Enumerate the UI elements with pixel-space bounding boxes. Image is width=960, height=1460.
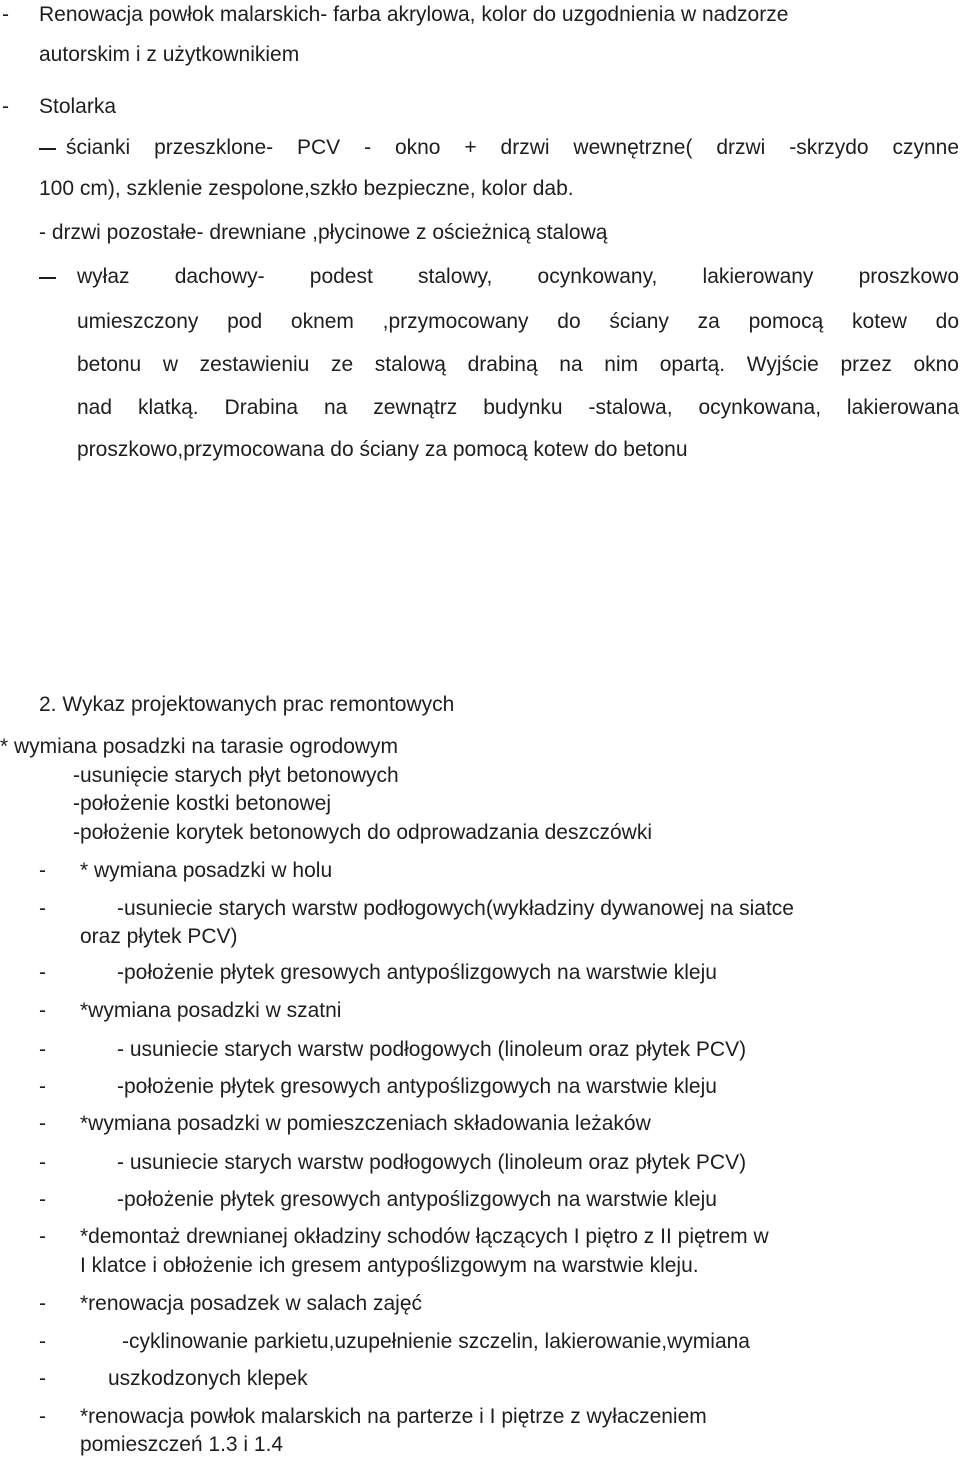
bullet-dash: - xyxy=(2,3,9,26)
roof-hatch-line-2: umieszczony pod oknem ,przymocowany do ściany za pomocą kotew do xyxy=(77,310,959,333)
list-item: -położenie płytek gresowych antypoślizgowych na warstwie kleju xyxy=(117,961,717,984)
list-item: -cyklinowanie parkietu,uzupełnienie szczelin, lakierowanie,wymiana xyxy=(122,1330,750,1353)
list-dash: - xyxy=(39,1038,46,1061)
list-item: *demontaż drewnianej okładziny schodów łączących I piętro z II piętrem w xyxy=(80,1225,769,1248)
list-item: -usuniecie starych warstw podłogowych(wykładziny dywanowej na siatce xyxy=(117,897,794,920)
joinery-label: Stolarka xyxy=(39,95,117,118)
bullet-dash: - xyxy=(2,95,9,118)
list-dash: - xyxy=(39,897,46,920)
roof-hatch-line-4: nad klatką. Drabina na zewnątrz budynku -stalowa, ocynkowana, lakierowana xyxy=(77,396,959,419)
list-item-continuation: oraz płytek PCV) xyxy=(80,925,238,948)
list-dash: - xyxy=(39,961,46,984)
list-item: - usuniecie starych warstw podłogowych (linoleum oraz płytek PCV) xyxy=(117,1151,747,1174)
list-item: -położenie płytek gresowych antypoślizgowych na warstwie kleju xyxy=(117,1075,717,1098)
list-dash: - xyxy=(39,1292,46,1315)
list-item: *renowacja powłok malarskich na parterze i I piętrze z wyłaczeniem xyxy=(80,1405,707,1428)
list-dash: - xyxy=(39,1151,46,1174)
list-dash: - xyxy=(39,859,46,882)
terrace-item: -położenie korytek betonowych do odprowadzania deszczówki xyxy=(73,821,652,844)
section-heading: 2. Wykaz projektowanych prac remontowych xyxy=(39,693,455,716)
list-dash: - xyxy=(39,1367,46,1390)
list-dash: - xyxy=(39,1112,46,1135)
roof-hatch-line-1: wyłaz dachowy- podest stalowy, ocynkowany, lakierowany proszkowo xyxy=(77,265,959,288)
em-dash-marker xyxy=(39,277,56,279)
glazed-walls-line-2: 100 cm), szklenie zespolone,szkło bezpieczne, kolor dab. xyxy=(39,177,574,200)
paint-renovation-line-2: autorskim i z użytkownikiem xyxy=(39,43,300,66)
roof-hatch-line-5: proszkowo,przymocowana do ściany za pomocą kotew do betonu xyxy=(77,438,688,461)
list-item: -położenie płytek gresowych antypoślizgowych na warstwie kleju xyxy=(117,1188,717,1211)
list-item-continuation: I klatce i obłożenie ich gresem antypoślizgowym na warstwie kleju. xyxy=(80,1254,699,1277)
glazed-walls-line-1: ścianki przeszklone- PCV - okno + drzwi wewnętrzne( drzwi -skrzydo czynne xyxy=(66,136,959,159)
list-item: - usuniecie starych warstw podłogowych (linoleum oraz płytek PCV) xyxy=(117,1038,747,1061)
list-item: *wymiana posadzki w pomieszczeniach składowania leżaków xyxy=(80,1112,651,1135)
terrace-item: -usunięcie starych płyt betonowych xyxy=(73,764,399,787)
list-item: *renowacja posadzek w salach zajęć xyxy=(80,1292,423,1315)
list-dash: - xyxy=(39,1405,46,1428)
list-item-continuation: pomieszczeń 1.3 i 1.4 xyxy=(80,1433,284,1456)
list-dash: - xyxy=(39,1330,46,1353)
paint-renovation-line-1: Renowacja powłok malarskich- farba akrylowa, kolor do uzgodnienia w nadzorze xyxy=(39,3,789,26)
list-dash: - xyxy=(39,1225,46,1248)
em-dash-marker xyxy=(39,148,56,150)
list-dash: - xyxy=(39,1075,46,1098)
roof-hatch-line-3: betonu w zestawieniu ze stalową drabiną na nim opartą. Wyjście przez okno xyxy=(77,353,959,376)
list-dash: - xyxy=(39,1188,46,1211)
list-item: *wymiana posadzki w szatni xyxy=(80,999,342,1022)
terrace-title: * wymiana posadzki na tarasie ogrodowym xyxy=(0,735,399,758)
list-item: uszkodzonych klepek xyxy=(108,1367,308,1390)
other-doors-line: - drzwi pozostałe- drewniane ,płycinowe z ościeżnicą stalową xyxy=(39,221,608,244)
list-item: * wymiana posadzki w holu xyxy=(80,859,333,882)
list-dash: - xyxy=(39,999,46,1022)
terrace-item: -położenie kostki betonowej xyxy=(73,792,331,815)
